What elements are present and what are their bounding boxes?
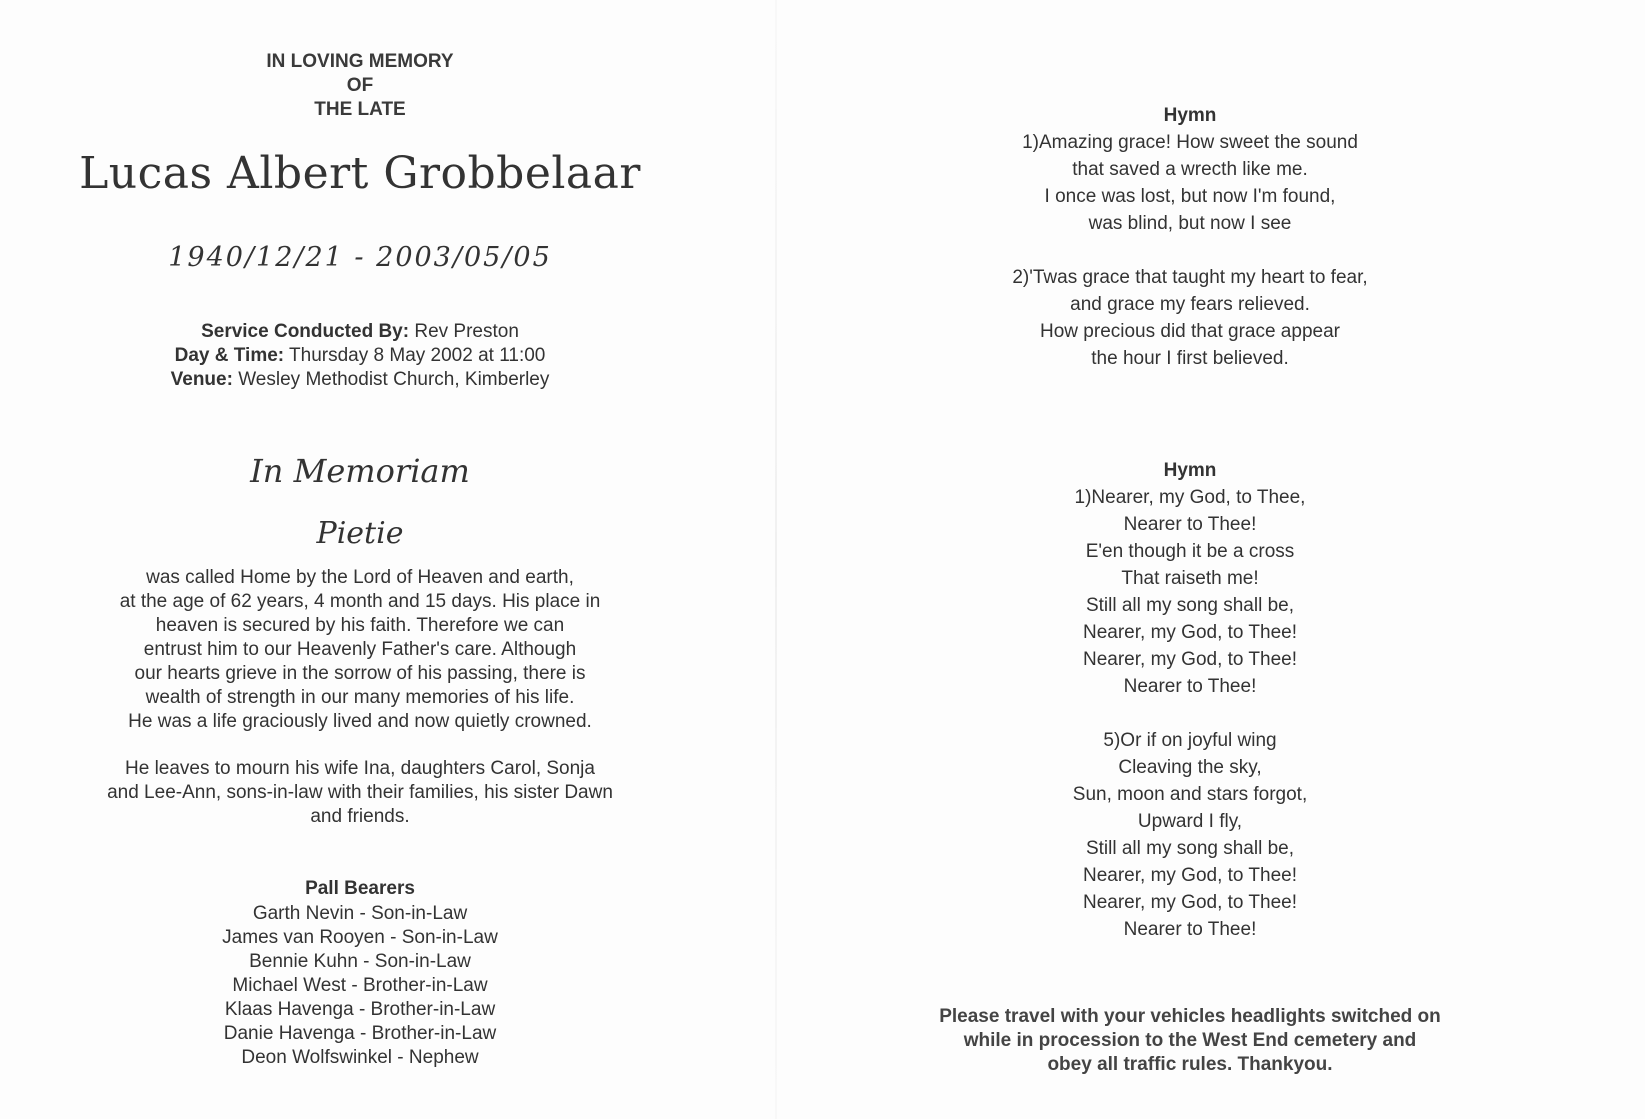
deceased-name: Lucas Albert Grobbelaar <box>79 148 641 199</box>
hymn-line: 5)Or if on joyful wing <box>1103 730 1277 751</box>
hymn-line: Nearer, my God, to Thee! <box>1082 892 1298 913</box>
hymn-line: 1)Amazing grace! How sweet the sound <box>1022 132 1358 153</box>
tribute-line: wealth of strength in our many memories of his life. <box>145 687 575 708</box>
hymn-line: Sun, moon and stars forgot, <box>1072 784 1308 805</box>
mourners-paragraph <box>40 757 680 829</box>
hymn-line: Nearer, my God, to Thee! <box>1082 622 1298 643</box>
hymn-line: the hour I first believed. <box>1091 348 1289 369</box>
verse-gap <box>880 237 1500 264</box>
service-venue-value: Wesley Methodist Church, Kimberley <box>238 369 550 390</box>
pall-bearer: Klaas Havenga - Brother-in-Law <box>224 999 496 1020</box>
hymn-line: That raiseth me! <box>1121 568 1259 589</box>
notice-line: while in procession to the West End cemetery and <box>963 1030 1417 1051</box>
hymn-title: Hymn <box>1163 105 1217 126</box>
tribute-line: entrust him to our Heavenly Father's care. Although <box>143 639 577 660</box>
tribute-line: our hearts grieve in the sorrow of his passing, there is <box>134 663 586 684</box>
in-memoriam-heading: In Memoriam <box>250 452 470 490</box>
hymn-line: Still all my song shall be, <box>1085 838 1295 859</box>
service-venue-row <box>40 368 680 392</box>
tribute-line: He was a life graciously lived and now quietly crowned. <box>128 711 592 732</box>
pall-bearer: Deon Wolfswinkel - Nephew <box>241 1047 479 1068</box>
hymn-line: Nearer, my God, to Thee! <box>1082 649 1298 670</box>
procession-notice <box>880 1005 1500 1077</box>
notice-line: obey all traffic rules. Thankyou. <box>1047 1054 1333 1075</box>
pall-bearer: Michael West - Brother-in-Law <box>232 975 488 996</box>
hymn-title: Hymn <box>1163 460 1217 481</box>
service-details <box>40 320 680 392</box>
hymn-nearer-my-god <box>880 457 1500 943</box>
memory-heading-line: THE LATE <box>314 99 406 120</box>
pall-bearer: Garth Nevin - Son-in-Law <box>252 903 468 924</box>
service-venue-label: Venue: <box>170 369 233 390</box>
hymn-line: Upward I fly, <box>1137 811 1243 832</box>
memory-heading <box>40 50 680 122</box>
pall-bearers-list <box>40 902 680 1070</box>
hymn-line: 1)Nearer, my God, to Thee, <box>1074 487 1306 508</box>
mourners-line: and friends. <box>310 806 410 827</box>
service-datetime-row <box>40 344 680 368</box>
page-fold-line <box>775 0 777 1119</box>
nickname: Pietie <box>316 516 404 551</box>
mourners-line: and Lee-Ann, sons-in-law with their families, his sister Dawn <box>107 782 613 803</box>
hymn-line: Nearer to Thee! <box>1123 919 1257 940</box>
hymn-line: Nearer, my God, to Thee! <box>1082 865 1298 886</box>
pall-bearer: Danie Havenga - Brother-in-Law <box>223 1023 497 1044</box>
pall-bearer: James van Rooyen - Son-in-Law <box>222 927 498 948</box>
tribute-line: heaven is secured by his faith. Therefore we can <box>155 615 565 636</box>
life-dates: 1940/12/21 - 2003/05/05 <box>168 242 552 273</box>
hymn-line: How precious did that grace appear <box>1040 321 1340 342</box>
hymn-line: Nearer to Thee! <box>1123 676 1257 697</box>
memory-heading-line: IN LOVING MEMORY <box>266 51 454 72</box>
hymn-line: E'en though it be a cross <box>1085 541 1295 562</box>
hymn-line: Still all my song shall be, <box>1085 595 1295 616</box>
service-datetime-label: Day & Time: <box>174 345 285 366</box>
memory-heading-line: OF <box>346 75 374 96</box>
service-conducted-row <box>40 320 680 344</box>
pall-bearers-title: Pall Bearers <box>305 878 415 899</box>
hymn-line: I once was lost, but now I'm found, <box>1044 186 1336 207</box>
mourners-line: He leaves to mourn his wife Ina, daughters Carol, Sonja <box>125 758 595 779</box>
hymn-line: was blind, but now I see <box>1088 213 1292 234</box>
hymn-line: that saved a wrecth like me. <box>1072 159 1308 180</box>
notice-line: Please travel with your vehicles headlights switched on <box>939 1006 1441 1027</box>
service-conducted-value: Rev Preston <box>414 321 519 342</box>
tribute-line: was called Home by the Lord of Heaven and earth, <box>146 567 574 588</box>
hymn-amazing-grace <box>880 102 1500 372</box>
verse-gap <box>880 700 1500 727</box>
hymn-line: and grace my fears relieved. <box>1070 294 1310 315</box>
service-conducted-label: Service Conducted By: <box>201 321 410 342</box>
tribute-paragraph <box>40 566 680 734</box>
hymn-line: Cleaving the sky, <box>1118 757 1262 778</box>
pall-bearer: Bennie Kuhn - Son-in-Law <box>249 951 471 972</box>
tribute-line: at the age of 62 years, 4 month and 15 days. His place in <box>119 591 601 612</box>
hymn-line: Nearer to Thee! <box>1123 514 1257 535</box>
service-datetime-value: Thursday 8 May 2002 at 11:00 <box>289 345 546 366</box>
hymn-line: 2)'Twas grace that taught my heart to fear, <box>1012 267 1368 288</box>
